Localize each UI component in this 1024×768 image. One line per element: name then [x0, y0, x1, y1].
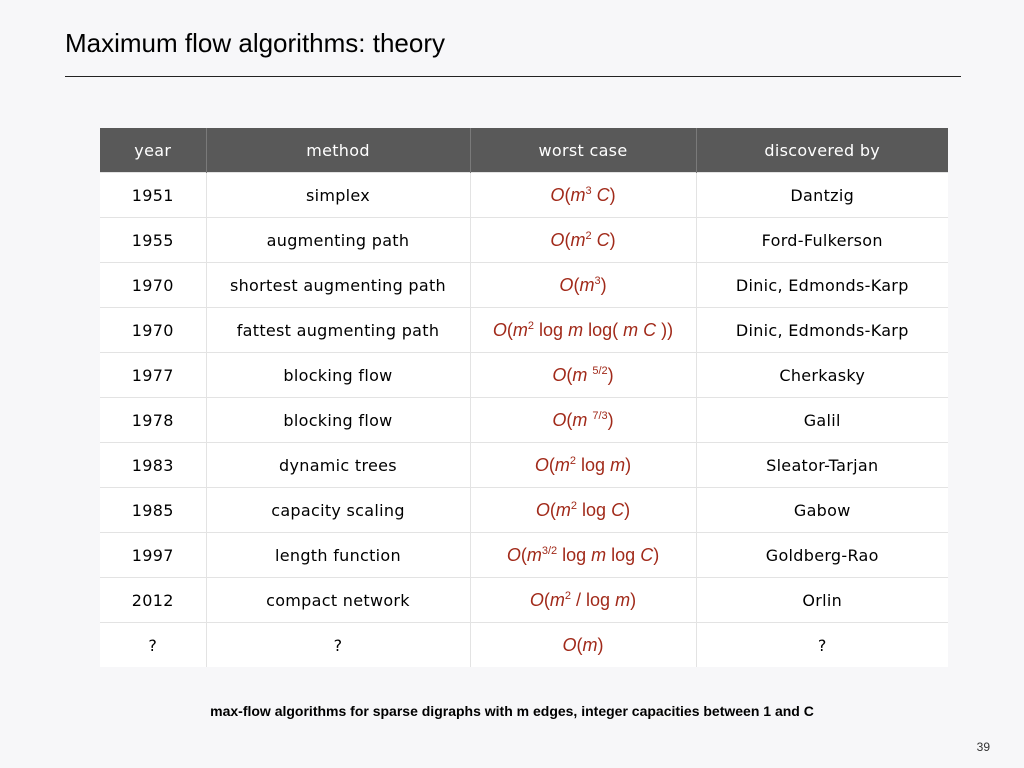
formula-term: m — [572, 409, 593, 430]
formula-term: O — [506, 544, 521, 565]
formula-term: log — [577, 499, 612, 520]
method-cell: shortest augmenting path — [206, 263, 470, 308]
formula-term: log — [606, 544, 641, 565]
formula-term: O — [535, 499, 550, 520]
formula-term: ) — [630, 589, 637, 610]
header-discovered-by: discovered by — [696, 128, 948, 173]
year-cell: 1978 — [100, 398, 206, 443]
formula-exponent: 2 — [564, 589, 572, 602]
year-cell: 1951 — [100, 173, 206, 218]
formula-term: ) — [597, 634, 604, 655]
worst-case-cell — [470, 263, 696, 308]
discovered-by-cell: Dantzig — [696, 173, 948, 218]
formula-term: ( — [549, 499, 556, 520]
year-cell: 1970 — [100, 308, 206, 353]
formula-exponent: 2 — [570, 499, 578, 512]
formula-term: m — [582, 634, 598, 655]
discovered-by-cell: Sleator-Tarjan — [696, 443, 948, 488]
discovered-by-cell: Dinic, Edmonds-Karp — [696, 263, 948, 308]
formula-term: ) — [609, 229, 616, 250]
formula-term: m — [554, 454, 570, 475]
formula-term: ) — [607, 364, 614, 385]
formula-term: m — [591, 544, 607, 565]
discovered-by-cell: Dinic, Edmonds-Karp — [696, 308, 948, 353]
table-row — [100, 263, 948, 308]
worst-case-cell — [470, 443, 696, 488]
formula-term: log — [557, 544, 592, 565]
formula-term: ) — [625, 454, 632, 475]
method-cell: blocking flow — [206, 353, 470, 398]
discovered-by-cell: Cherkasky — [696, 353, 948, 398]
method-cell: capacity scaling — [206, 488, 470, 533]
method-cell: compact network — [206, 578, 470, 623]
formula-term: ( — [520, 544, 527, 565]
formula-exponent: 2 — [569, 454, 577, 467]
formula-term: ) — [609, 184, 616, 205]
worst-case-cell — [470, 308, 696, 353]
formula-term: m — [579, 274, 595, 295]
year-cell: 1977 — [100, 353, 206, 398]
formula-term: ( — [573, 274, 580, 295]
formula-term: ( — [576, 634, 583, 655]
table-row — [100, 488, 948, 533]
year-cell: ? — [100, 623, 206, 668]
formula-term: O — [552, 409, 567, 430]
formula-term: log( — [583, 319, 624, 340]
worst-case-cell — [470, 533, 696, 578]
table-header-row — [100, 128, 948, 173]
table-row — [100, 533, 948, 578]
worst-case-cell — [470, 218, 696, 263]
formula-term: log — [576, 454, 611, 475]
discovered-by-cell: Ford-Fulkerson — [696, 218, 948, 263]
formula-term: ) — [607, 409, 614, 430]
formula-exponent: 3 — [594, 274, 601, 287]
worst-case-cell — [470, 578, 696, 623]
discovered-by-cell: ? — [696, 623, 948, 668]
table-caption: max-flow algorithms for sparse digraphs with m edges, integer capacities between 1 and C — [210, 703, 814, 719]
table-row — [100, 578, 948, 623]
year-cell: 1955 — [100, 218, 206, 263]
formula-term: O — [529, 589, 544, 610]
table-row — [100, 443, 948, 488]
year-cell: 1970 — [100, 263, 206, 308]
formula-term: / log — [571, 589, 616, 610]
worst-case-cell — [470, 353, 696, 398]
formula-term: C — [596, 229, 610, 250]
formula-term: m — [549, 589, 565, 610]
header-worst-case: worst case — [470, 128, 696, 173]
table-row — [100, 623, 948, 668]
table-row — [100, 398, 948, 443]
formula-term: ( — [566, 409, 573, 430]
year-cell: 2012 — [100, 578, 206, 623]
formula-exponent: 7/3 — [592, 409, 608, 422]
header-method: method — [206, 128, 470, 173]
formula-term: m — [512, 319, 528, 340]
method-cell: fattest augmenting path — [206, 308, 470, 353]
discovered-by-cell: Gabow — [696, 488, 948, 533]
formula-term: m — [570, 229, 586, 250]
formula-term: m — [526, 544, 542, 565]
formula-term: m C — [623, 319, 657, 340]
discovered-by-cell: Orlin — [696, 578, 948, 623]
formula-term: O — [562, 634, 577, 655]
formula-term: )) — [656, 319, 674, 340]
formula-exponent: 5/2 — [592, 364, 608, 377]
year-cell: 1985 — [100, 488, 206, 533]
method-cell: ? — [206, 623, 470, 668]
formula-term: O — [559, 274, 574, 295]
formula-term: O — [550, 229, 565, 250]
formula-term: ( — [543, 589, 550, 610]
formula-term: ( — [564, 184, 571, 205]
formula-term: ) — [624, 499, 631, 520]
method-cell: blocking flow — [206, 398, 470, 443]
header-year: year — [100, 128, 206, 173]
formula-term: C — [611, 499, 625, 520]
formula-term: ( — [506, 319, 513, 340]
year-cell: 1983 — [100, 443, 206, 488]
formula-term: C — [640, 544, 654, 565]
method-cell: length function — [206, 533, 470, 578]
formula-term: ) — [653, 544, 660, 565]
formula-term: ( — [566, 364, 573, 385]
discovered-by-cell: Galil — [696, 398, 948, 443]
table-row — [100, 173, 948, 218]
formula-term: m — [615, 589, 631, 610]
formula-term: m — [572, 364, 593, 385]
table-row — [100, 308, 948, 353]
method-cell: augmenting path — [206, 218, 470, 263]
formula-term: O — [552, 364, 567, 385]
max-flow-algorithms-table — [100, 128, 948, 667]
formula-term: ( — [564, 229, 571, 250]
formula-exponent: 2 — [527, 319, 535, 332]
table-row — [100, 218, 948, 263]
worst-case-cell — [470, 488, 696, 533]
formula-term: m — [610, 454, 626, 475]
method-cell: simplex — [206, 173, 470, 218]
slide-title: Maximum flow algorithms: theory — [65, 28, 445, 58]
formula-term: O — [534, 454, 549, 475]
formula-term: m — [555, 499, 571, 520]
formula-exponent: 3/2 — [541, 544, 558, 557]
title-divider — [65, 76, 961, 77]
formula-term: log — [534, 319, 569, 340]
formula-term: m — [568, 319, 584, 340]
formula-term: O — [492, 319, 507, 340]
formula-term: ( — [548, 454, 555, 475]
worst-case-cell — [470, 398, 696, 443]
formula-term: C — [596, 184, 610, 205]
formula-term: O — [550, 184, 565, 205]
formula-term: m — [570, 184, 586, 205]
formula-exponent: 2 — [585, 229, 592, 242]
worst-case-cell — [470, 623, 696, 668]
year-cell: 1997 — [100, 533, 206, 578]
discovered-by-cell: Goldberg-Rao — [696, 533, 948, 578]
worst-case-cell — [470, 173, 696, 218]
formula-term: ) — [600, 274, 607, 295]
table-row — [100, 353, 948, 398]
page-number: 39 — [976, 740, 990, 754]
formula-exponent: 3 — [585, 184, 592, 197]
method-cell: dynamic trees — [206, 443, 470, 488]
